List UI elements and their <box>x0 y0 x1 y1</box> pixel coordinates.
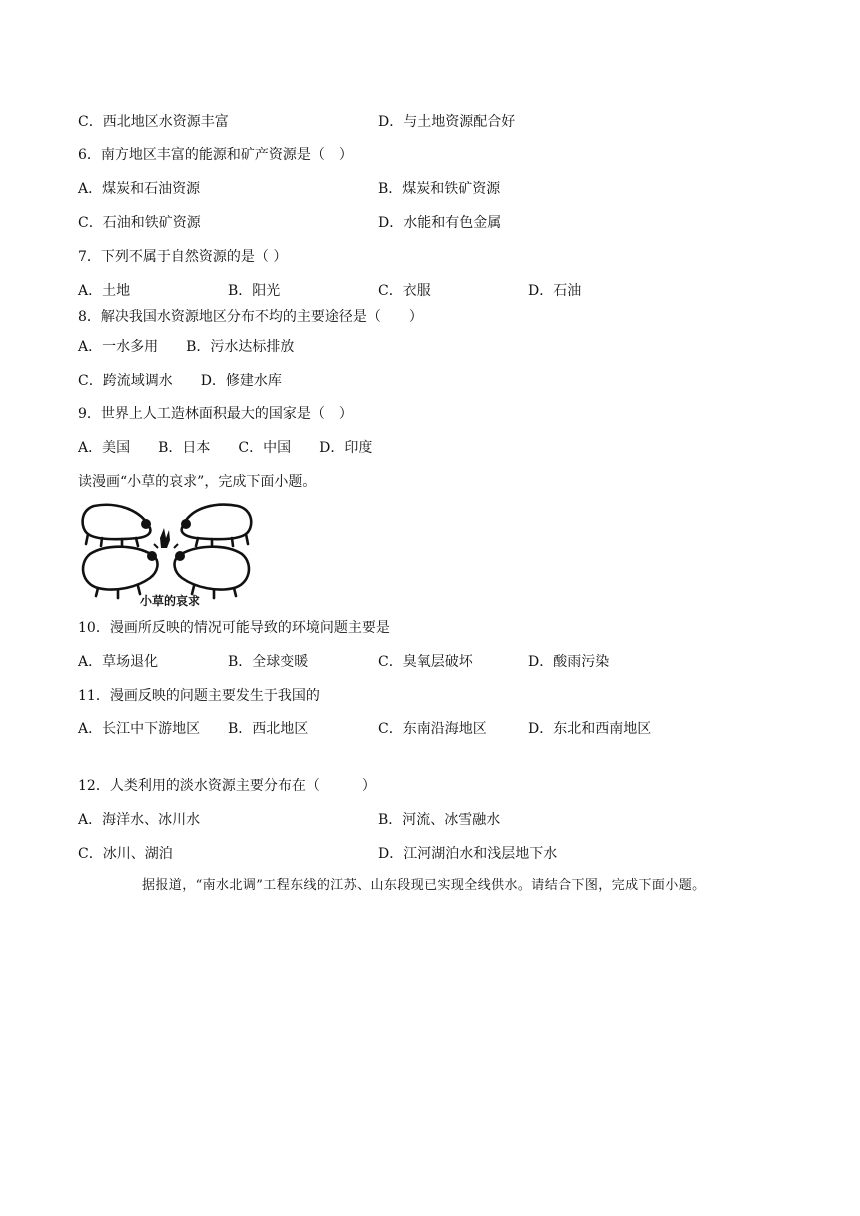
cartoon-caption: 小草的哀求 <box>140 594 201 608</box>
q6-option-b: B．煤炭和铁矿资源 <box>378 181 501 197</box>
q6-option-c: C．石油和铁矿资源 <box>78 215 201 231</box>
cartoon-illustration <box>78 498 256 610</box>
q6-option-d: D．水能和有色金属 <box>378 215 502 231</box>
q11-option-a: A．长江中下游地区 <box>78 721 201 737</box>
q7-option-a: A．土地 <box>78 283 131 299</box>
q11-stem: 11．漫画反映的问题主要发生于我国的 <box>78 688 320 704</box>
q11-option-b: B．西北地区 <box>228 721 309 737</box>
q7-option-d: D．石油 <box>528 283 582 299</box>
q8-options-line-2: C．跨流域调水 D．修建水库 <box>78 373 282 389</box>
q7-option-c: C．衣服 <box>378 283 431 299</box>
q10-stem: 10．漫画所反映的情况可能导致的环境问题主要是 <box>78 620 390 636</box>
q5-option-d: D．与土地资源配合好 <box>378 114 516 130</box>
q8-stem: 8．解决我国水资源地区分布不均的主要途径是（ ） <box>78 309 423 325</box>
q12-option-c: C．冰川、湖泊 <box>78 846 173 862</box>
q10-option-b: B．全球变暖 <box>228 654 309 670</box>
q7-stem: 7．下列不属于自然资源的是（ ） <box>78 249 288 265</box>
q11-option-d: D．东北和西南地区 <box>528 721 652 737</box>
q12-option-a: A．海洋水、冰川水 <box>78 812 201 828</box>
q10-option-a: A．草场退化 <box>78 654 159 670</box>
q12-option-b: B．河流、冰雪融水 <box>378 812 501 828</box>
q6-stem: 6．南方地区丰富的能源和矿产资源是（ ） <box>78 147 353 163</box>
q5-option-c: C．西北地区水资源丰富 <box>78 114 229 130</box>
q9-options-line-1: A．美国 B．日本 C．中国 D．印度 <box>78 440 373 456</box>
south-north-water-transfer-intro: 据报道，“南水北调”工程东线的江苏、山东段现已实现全线供水。请结合下图，完成下面小题。 <box>142 878 706 893</box>
q12-stem: 12．人类利用的淡水资源主要分布在（ ） <box>78 778 376 794</box>
q7-option-b: B．阳光 <box>228 283 281 299</box>
q9-stem: 9．世界上人工造林面积最大的国家是（ ） <box>78 406 353 422</box>
q10-option-c: C．臭氧层破坏 <box>378 654 473 670</box>
cartoon-intro: 读漫画“小草的哀求”，完成下面小题。 <box>78 474 317 490</box>
q6-option-a: A．煤炭和石油资源 <box>78 181 201 197</box>
q11-option-c: C．东南沿海地区 <box>378 721 487 737</box>
q8-options-line-1: A．一水多用 B．污水达标排放 <box>78 339 295 355</box>
q12-option-d: D．江河湖泊水和浅层地下水 <box>378 846 558 862</box>
q10-option-d: D．酸雨污染 <box>528 654 610 670</box>
